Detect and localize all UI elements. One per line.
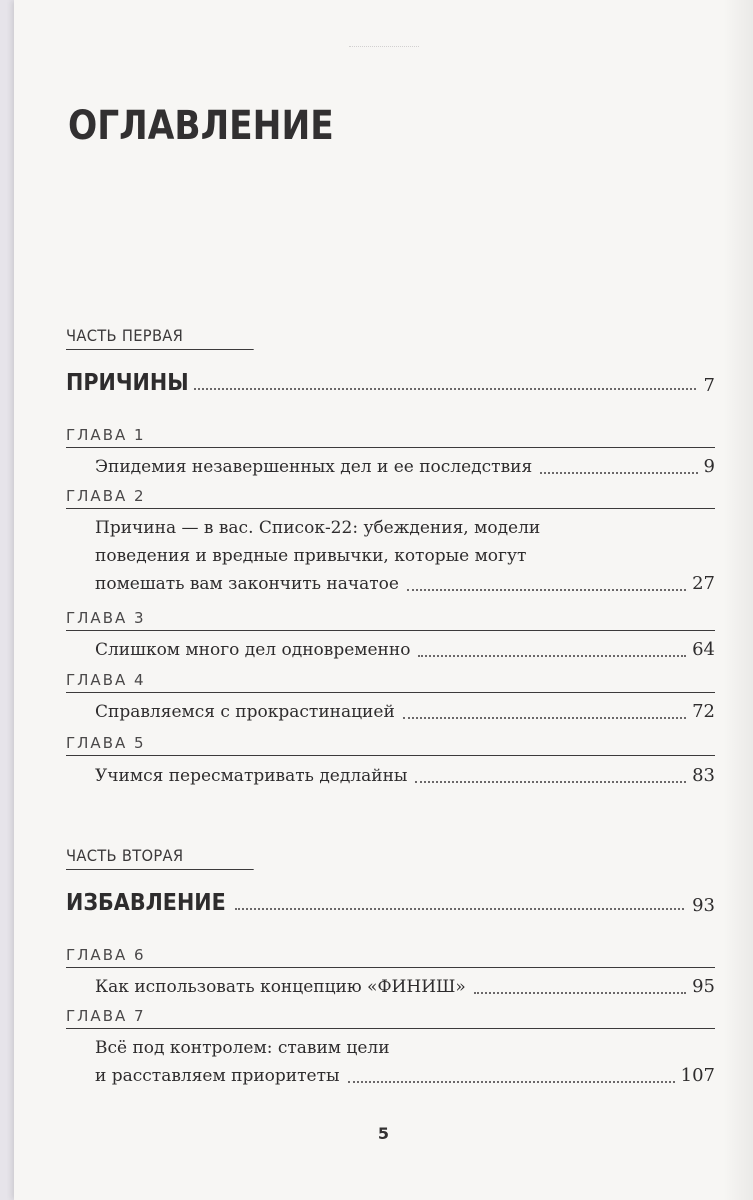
chapter-entry	[95, 698, 715, 726]
page-number: 93	[692, 895, 715, 916]
dot-leader	[348, 1081, 675, 1083]
page-number: 64	[692, 639, 715, 660]
dot-leader	[540, 472, 697, 474]
page-number: 95	[692, 976, 715, 997]
chapter-label: ГЛАВА 7	[66, 1007, 715, 1029]
chapter-title-line: Причина — в вас. Список-22: убеждения, модели	[95, 518, 541, 538]
page-number: 107	[680, 1065, 715, 1086]
chapter-entry	[95, 973, 715, 1001]
dot-leader	[194, 388, 695, 390]
dot-leader	[415, 781, 686, 783]
running-header-ghost	[349, 46, 419, 53]
chapter-label: ГЛАВА 5	[66, 734, 715, 756]
chapter-label: ГЛАВА 6	[66, 946, 715, 968]
page-title: ОГЛАВЛЕНИЕ	[68, 103, 334, 149]
part-entry	[66, 366, 715, 396]
part-label: ЧАСТЬ ВТОРАЯ	[66, 846, 254, 870]
chapter-label: ГЛАВА 1	[66, 426, 715, 448]
part-label: ЧАСТЬ ПЕРВАЯ	[66, 326, 254, 350]
chapter-title: Слишком много дел одновременно	[95, 640, 411, 660]
chapter-entry	[95, 636, 715, 664]
part-title: ПРИЧИНЫ	[66, 370, 189, 396]
chapter-entry	[95, 1034, 715, 1090]
dot-leader	[407, 589, 686, 591]
chapter-title: Эпидемия незавершенных дел и ее последствия	[95, 457, 533, 477]
page-folio: 5	[377, 1124, 390, 1143]
chapter-title-line: поведения и вредные привычки, которые могут	[95, 546, 527, 566]
dot-leader	[418, 655, 686, 657]
chapter-label: ГЛАВА 3	[66, 609, 715, 631]
page-number: 72	[692, 701, 715, 722]
page-number: 9	[703, 456, 715, 477]
chapter-entry	[95, 762, 715, 790]
chapter-title: Справляемся с прокрастинацией	[95, 702, 395, 722]
chapter-entry	[95, 514, 715, 598]
chapter-title-line: и расставляем приоритеты	[95, 1066, 340, 1086]
part-title: ИЗБАВЛЕНИЕ	[66, 890, 226, 916]
book-page	[14, 0, 753, 1200]
chapter-title-line: Всё под контролем: ставим цели	[95, 1038, 390, 1058]
chapter-label: ГЛАВА 2	[66, 487, 715, 509]
part-entry	[66, 886, 715, 916]
chapter-title: Как использовать концепцию «ФИНИШ»	[95, 977, 466, 997]
page-number: 83	[692, 765, 715, 786]
chapter-label: ГЛАВА 4	[66, 671, 715, 693]
dot-leader	[403, 717, 686, 719]
page-number: 27	[692, 573, 715, 594]
page-number: 7	[703, 375, 715, 396]
dot-leader	[474, 992, 686, 994]
chapter-entry	[95, 453, 715, 481]
chapter-title: Учимся пересматривать дедлайны	[95, 766, 408, 786]
chapter-title-line: помешать вам закончить начатое	[95, 574, 399, 594]
dot-leader	[235, 908, 684, 910]
